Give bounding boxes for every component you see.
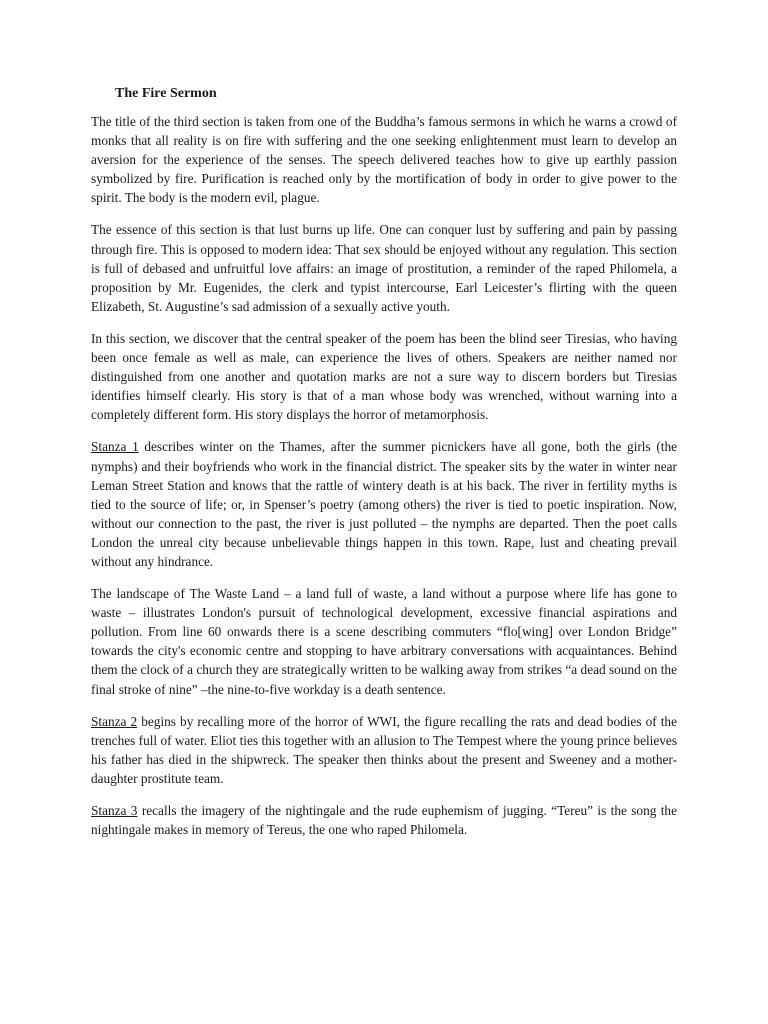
paragraph-stanza-3	[91, 801, 677, 839]
paragraph-stanza-2	[91, 712, 677, 788]
paragraph-lust	[91, 220, 677, 315]
paragraph-text: The title of the third section is taken from one of the Buddha’s famous sermons in which he warns a crowd of monks that all reality is on fire with suffering and the one seeking enlightenment must learn to develop an aversion for the experience of the senses. The speech delivered teaches how to give up earthly passion symbolized by fire. Purification is reached only by the mortification of body in order to give power to the spirit. The body is the modern evil, plague.	[91, 114, 677, 206]
paragraph-tiresias	[91, 329, 677, 424]
paragraph-text: The landscape of The Waste Land – a land full of waste, a land without a purpose where life has gone to waste – illustrates London's pursuit of technological development, excessive financial aspirations and pollution. From line 60 onwards there is a scene describing commuters “flo[wing] over London Bridge” towards the city's economic centre and stopping to have arbitrary conversations with acquaintances. Behind them the clock of a church they are strategically written to be walking away from strikes “a dead sound on the final stroke of nine” –the nine-to-five workday is a death sentence.	[91, 586, 677, 697]
paragraph-text: describes winter on the Thames, after the summer picnickers have all gone, both the girls (the nymphs) and their boyfriends who work in the financial district. The speaker sits by the water in winter near Leman Street Station and knows that the rattle of wintery death is at his back. The river in fertility myths is tied to the source of life; or, in Spenser’s poetry (among others) the river is tied to poetic inspiration. Now, without our connection to the past, the river is just polluted – the nymphs are departed. Then the poet calls London the unreal city because unbelievable things happen in this town. Rape, lust and cheating prevail without any hindrance.	[91, 439, 677, 569]
stanza-label: Stanza 1	[91, 439, 139, 455]
stanza-label: Stanza 3	[91, 803, 138, 818]
paragraph-title-origin	[91, 112, 677, 207]
paragraph-text: In this section, we discover that the central speaker of the poem has been the blind seer Tiresias, who having been once female as well as male, can experience the lives of others. Speakers are neither named nor distinguished from one another and quotation marks are not a sure way to discern borders but Tiresias identifies himself clearly. His story is that of a man whose body was wrenched, without warning into a completely different form. His story displays the horror of metamorphosis.	[91, 330, 677, 423]
stanza-label: Stanza 2	[91, 713, 138, 729]
paragraph-waste-land	[91, 584, 677, 699]
page-title: The Fire Sermon	[115, 86, 217, 101]
paragraph-stanza-1	[91, 437, 677, 571]
paragraph-text: recalls the imagery of the nightingale and the rude euphemism of jugging. “Tereu” is the song the nightingale makes in memory of Tereus, the one who raped Philomela.	[91, 803, 677, 838]
paragraph-text: begins by recalling more of the horror of WWI, the figure recalling the rats and dead bodies of the trenches full of water. Eliot ties this together with an allusion to The Tempest where the young prince believes his father has died in the shipwreck. The speaker then thinks about the present and Sweeney and a mother-daughter prostitute team.	[91, 713, 677, 786]
document-page	[91, 84, 677, 852]
paragraph-text: The essence of this section is that lust burns up life. One can conquer lust by suffering and pain by passing through fire. This is opposed to modern idea: That sex should be enjoyed without any regulation. This section is full of debased and unfruitful love affairs: an image of prostitution, a reminder of the raped Philomela, a proposition by Mr. Eugenides, the clerk and typist intercourse, Earl Leicester’s flirting with the queen Elizabeth, St. Augustine’s sad admission of a sexually active youth.	[91, 222, 677, 314]
